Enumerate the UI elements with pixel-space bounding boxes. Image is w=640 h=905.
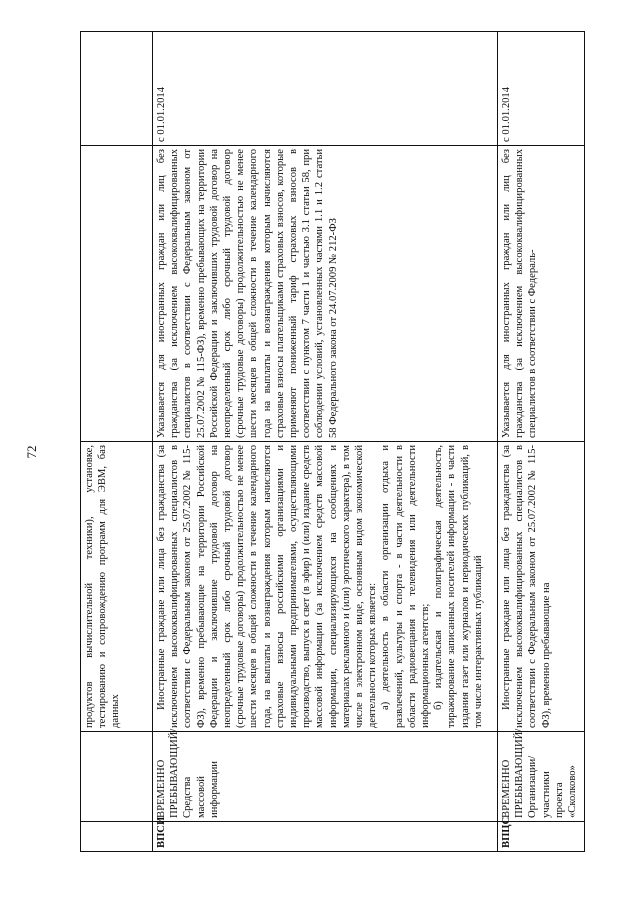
row-code: ВПСИ: [153, 822, 498, 852]
description-paragraph: Иностранные граждане или лица без гражданства (за исключением высококвалифицированных специалистов в соответствии с Федеральным законом от 25.07.2002 № 115-ФЗ), временно пребывающие на: [501, 445, 552, 728]
codes-table: [80, 31, 585, 852]
row-name: ВРЕМЕННО ПРЕБЫВАЮЩИЙ/ Средства массовой информации: [153, 732, 498, 822]
row-name: [81, 732, 153, 822]
row-code: [81, 822, 153, 852]
description-paragraph: а) деятельность в области организации отдыха и развлечений, культуры и спорта - в части деятельности в области радиовещания и телевидения или деятельности информационных агентств;: [380, 445, 432, 728]
description-paragraph: б) издательская и полиграфическая деятельность, тиражирование записанных носителей информации - в части издания газет или журналов и периодических публикаций, в том числе интерактивных публикаций: [433, 445, 484, 728]
description-paragraph: продуктов вычислительной техники), установке, тестированию и сопровождению программ для ЭВМ, баз данных: [84, 445, 122, 728]
description-paragraph: Иностранные граждане или лица без гражданства (за исключением высококвалифицированных специалистов в соответствии с Федеральным законом от 25.07.2002 № 115-ФЗ), временно пребывающие на территории Российской Федерации и заключившие трудовой договор на неопределенный срок либо срочный трудовой договор (срочные трудовые договоры) продолжительностью не менее шести месяцев в общей сложности в течение календарного года, на выплаты и вознаграждения которым начисляются страховые взносы российскими организациями и индивидуальными предпринимателями, осуществляющими производство, выпуск в свет (в эфир) и (или) издание средств массовой информации (за исключением средств массовой информации, специализирующихся на сообщениях и материалах рекламного и (или) эротического характера), в том числе в электронном виде, основным видом экономической деятельности которых является:: [156, 445, 379, 728]
rotated-table-page: [80, 32, 585, 852]
table-row: [153, 32, 498, 852]
row-description: [153, 442, 498, 732]
row-date: с 01.01.2014: [153, 32, 498, 146]
page-number: 72: [24, 445, 39, 459]
row-note: [81, 146, 153, 442]
row-note: Указывается для иностранных граждан или лиц без гражданства (за исключением высококвалифицированных специалистов в соответствии с Федеральным законом от 25.07.2002 № 115-ФЗ), временно пребывающих на территории Российской Федерации и заключивших трудовой договор на неопределенный срок либо срочный трудовой договор (срочные трудовые договоры) продолжительностью не менее шести месяцев в общей сложности в течение календарного года на выплаты и вознаграждения которым начисляются страховые взносы плательщиками страховых взносов, которые применяют пониженный тариф страховых взносов в соответствии с пунктом 7 части 1 и частью 3.1 статьи 58, при соблюдении условий, установленных частями 1.1 и 1.2 статьи 58 Федерального закона от 24.07.2009 № 212-ФЗ: [153, 146, 498, 442]
row-name: ВРЕМЕННО ПРЕБЫВАЮЩИЙ/ Организации/участники проекта «Сколково»: [498, 732, 585, 822]
row-date: [81, 32, 153, 146]
row-description: [498, 442, 585, 732]
table-row: [498, 32, 585, 852]
row-note: Указывается для иностранных граждан или лиц без гражданства (за исключением высококвалифицированных специалистов в соответствии с Федераль-: [498, 146, 585, 442]
table-row: [81, 32, 153, 852]
row-description: [81, 442, 153, 732]
row-date: с 01.01.2014: [498, 32, 585, 146]
row-code: ВПЦС: [498, 822, 585, 852]
